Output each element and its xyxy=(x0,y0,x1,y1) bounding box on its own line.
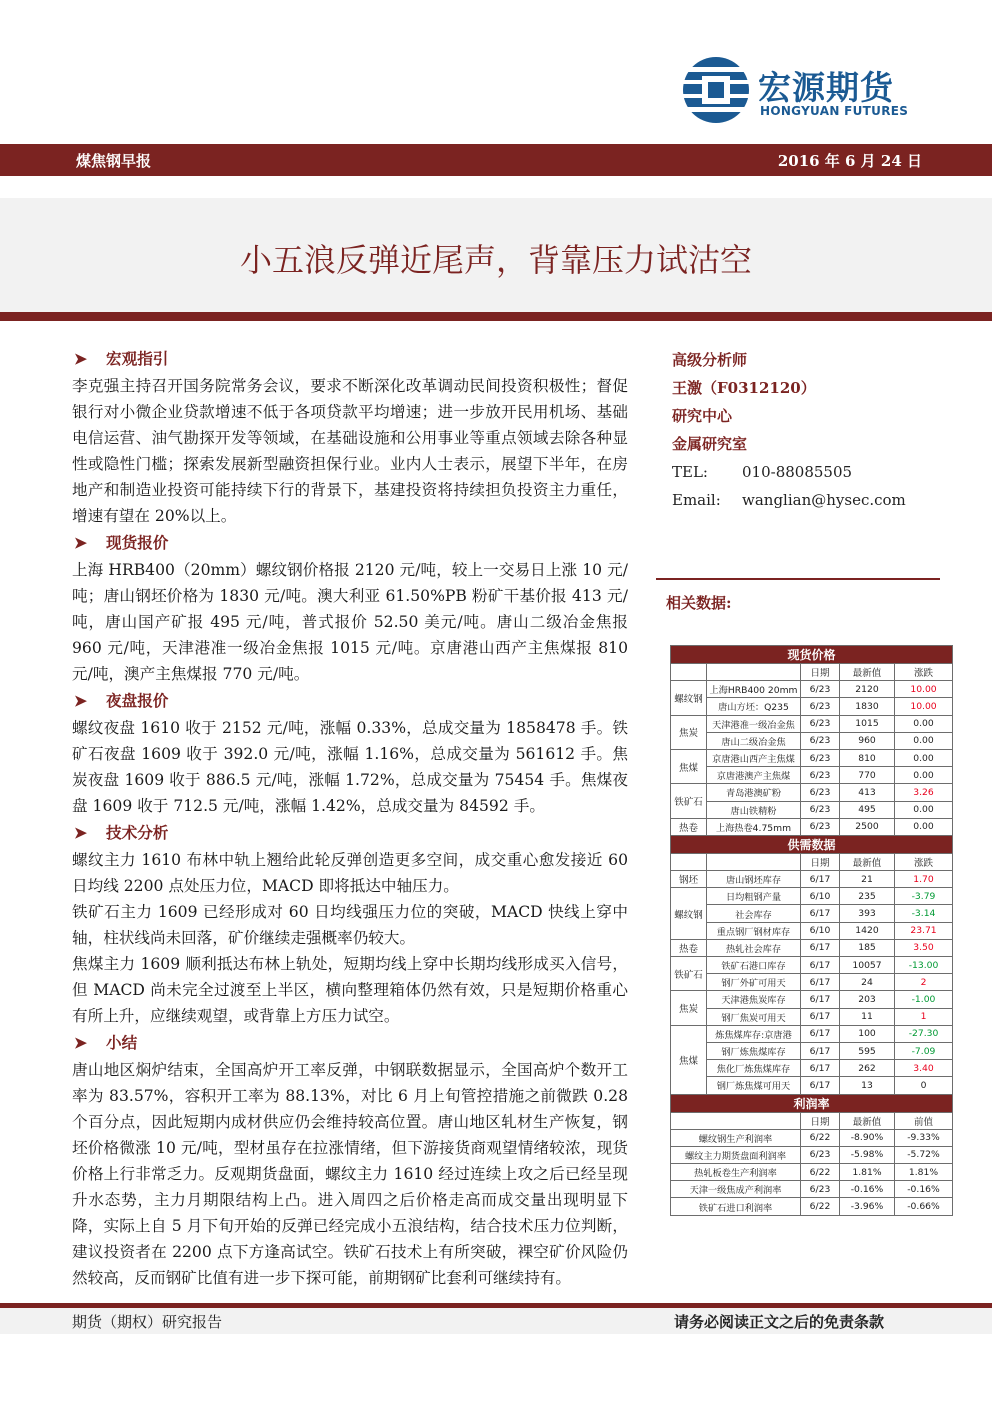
analyst-name: 王激（F0312120） xyxy=(672,379,816,397)
row-latest-value: 1.81% xyxy=(840,1164,895,1181)
row-latest-value: -0.16% xyxy=(840,1181,895,1198)
row-category: 焦煤 xyxy=(671,749,707,783)
column-header-category xyxy=(671,664,707,681)
table-row xyxy=(671,1042,953,1059)
row-latest-value: 203 xyxy=(840,991,895,1008)
row-latest-value: 100 xyxy=(840,1025,895,1042)
report-date: 2016 年 6 月 24 日 xyxy=(777,152,922,170)
row-category: 焦炭 xyxy=(671,715,707,749)
table-section-header xyxy=(671,835,953,853)
table-row xyxy=(671,1181,953,1198)
row-change: 3.50 xyxy=(895,939,953,956)
row-latest-value: 770 xyxy=(840,767,895,784)
table-row xyxy=(671,888,953,905)
row-date: 6/23 xyxy=(801,681,840,698)
row-date: 6/10 xyxy=(801,922,840,939)
row-latest-value: 393 xyxy=(840,905,895,922)
row-latest-value: 10057 xyxy=(840,957,895,974)
row-change: 10.00 xyxy=(895,681,953,698)
row-latest-value: 24 xyxy=(840,974,895,991)
section-paragraph: 焦煤主力 1609 顺利抵达布林上轨处，短期均线上穿中长期均线形成买入信号，但 MACD 尚未完全过渡至上半区，横向整理箱体仍然有效，只是短期价格重心有所上升，应继续观望，或背靠上方压力试空。 xyxy=(72,955,628,1025)
table-row xyxy=(671,939,953,956)
section-heading: ➤ 夜盘报价 xyxy=(72,687,628,715)
row-category: 铁矿石 xyxy=(671,784,707,818)
row-date: 6/23 xyxy=(801,1181,840,1198)
table-row xyxy=(671,974,953,991)
row-item-name: 京唐港山西产主焦煤 xyxy=(707,749,801,766)
table-row xyxy=(671,1077,953,1094)
table-row xyxy=(671,732,953,749)
column-header-latest: 最新值 xyxy=(840,664,895,681)
table-row xyxy=(671,715,953,732)
row-item-name: 天津港焦炭库存 xyxy=(707,991,801,1008)
table-row xyxy=(671,818,953,835)
table-row xyxy=(671,749,953,766)
row-item-name: 重点钢厂钢材库存 xyxy=(707,922,801,939)
row-item-name: 天津一级焦成产利润率 xyxy=(671,1181,801,1198)
phone-label: TEL: xyxy=(672,463,708,481)
row-change: 0.00 xyxy=(895,749,953,766)
row-item-name: 社会库存 xyxy=(707,905,801,922)
page-footer xyxy=(0,1308,992,1334)
table-row xyxy=(671,957,953,974)
row-latest-value: 1420 xyxy=(840,922,895,939)
row-latest-value: 1830 xyxy=(840,698,895,715)
row-latest-value: 2120 xyxy=(840,681,895,698)
row-item-name: 唐山铁精粉 xyxy=(707,801,801,818)
row-change: 3.26 xyxy=(895,784,953,801)
column-header-date: 日期 xyxy=(801,1112,840,1129)
row-date: 6/23 xyxy=(801,1146,840,1163)
bullet-arrow-icon: ➤ xyxy=(74,349,88,368)
row-date: 6/23 xyxy=(801,818,840,835)
row-category: 焦煤 xyxy=(671,1025,707,1094)
section-paragraph: 李克强主持召开国务院常务会议，要求不断深化改革调动民间投资积极性；督促银行对小微企业贷款增速不低于各项贷款平均增速；进一步放开民用机场、基础电信运营、油气勘探开发等领域，在基础设施和公用事业等重点领域去除各种显性或隐性门槛；探索发展新型融资担保行业。业内人士表示，展望下半年，在房地产和制造业投资可能持续下行的背景下，基建投资将持续担负投资主力重任，增速有望在 20%以上。 xyxy=(72,377,628,525)
row-latest-value: 11 xyxy=(840,1008,895,1025)
row-previous-value: -0.66% xyxy=(895,1198,953,1215)
table-section-header xyxy=(671,646,953,664)
row-change: -3.79 xyxy=(895,888,953,905)
row-date: 6/17 xyxy=(801,1060,840,1077)
table-row xyxy=(671,871,953,888)
bullet-arrow-icon: ➤ xyxy=(74,533,88,552)
row-date: 6/17 xyxy=(801,1077,840,1094)
row-change: 0 xyxy=(895,1077,953,1094)
section-heading: ➤ 小结 xyxy=(72,1029,628,1057)
analyst-role: 高级分析师 xyxy=(672,351,748,369)
row-item-name: 天津港准一级冶金焦 xyxy=(707,715,801,732)
table-row xyxy=(671,922,953,939)
row-latest-value: -3.96% xyxy=(840,1198,895,1215)
row-date: 6/22 xyxy=(801,1198,840,1215)
row-latest-value: 262 xyxy=(840,1060,895,1077)
row-date: 6/22 xyxy=(801,1164,840,1181)
market-data-table xyxy=(670,645,953,1216)
row-date: 6/23 xyxy=(801,801,840,818)
column-header-latest: 最新值 xyxy=(840,853,895,870)
row-item-name: 铁矿石进口利润率 xyxy=(671,1198,801,1215)
row-latest-value: 810 xyxy=(840,749,895,766)
table-row xyxy=(671,991,953,1008)
row-item-name: 京唐港澳产主焦煤 xyxy=(707,767,801,784)
table-row xyxy=(671,801,953,818)
row-latest-value: 21 xyxy=(840,871,895,888)
row-change: -7.09 xyxy=(895,1042,953,1059)
row-item-name: 青岛港澳矿粉 xyxy=(707,784,801,801)
email-row xyxy=(672,486,942,514)
table-row xyxy=(671,1060,953,1077)
page-title: 小五浪反弹近尾声，背靠压力试沽空 xyxy=(239,241,752,279)
bullet-arrow-icon: ➤ xyxy=(74,823,88,842)
row-item-name: 螺纹钢生产利润率 xyxy=(671,1129,801,1146)
report-type: 煤焦钢早报 xyxy=(76,152,152,170)
row-date: 6/23 xyxy=(801,715,840,732)
column-header-previous: 前值 xyxy=(895,1112,953,1129)
row-latest-value: 960 xyxy=(840,732,895,749)
row-date: 6/23 xyxy=(801,784,840,801)
row-date: 6/17 xyxy=(801,905,840,922)
section-heading: ➤ 技术分析 xyxy=(72,819,628,847)
row-latest-value: -8.90% xyxy=(840,1129,895,1146)
row-change: 0.00 xyxy=(895,715,953,732)
row-date: 6/23 xyxy=(801,698,840,715)
table-section-header xyxy=(671,1094,953,1112)
email-label: Email: xyxy=(672,491,721,509)
row-change: 3.40 xyxy=(895,1060,953,1077)
row-item-name: 上海HRB400 20mm xyxy=(707,681,801,698)
row-change: 0.00 xyxy=(895,818,953,835)
row-date: 6/17 xyxy=(801,974,840,991)
row-change: -13.00 xyxy=(895,957,953,974)
row-latest-value: 235 xyxy=(840,888,895,905)
row-item-name: 唐山方坯：Q235 xyxy=(707,698,801,715)
section-paragraph: 上海 HRB400（20mm）螺纹钢价格报 2120 元/吨，较上一交易日上涨 10 元/吨；唐山钢坯价格为 1830 元/吨。澳大利亚 61.50%PB 粉矿干基价报 413 元/吨，唐山国产矿报 495 元/吨，普式报价 52.50 美元/吨。唐山二级冶金焦报 960 元/吨，天津港准一级冶金焦报 1015 元/吨。京唐港山西产主焦煤报 810 元/吨，澳产主焦煤报 770 元/吨。 xyxy=(72,561,628,683)
sidebar-divider xyxy=(656,578,940,580)
title-divider xyxy=(0,312,992,321)
column-header-category xyxy=(671,853,707,870)
row-latest-value: 13 xyxy=(840,1077,895,1094)
table-row xyxy=(671,1164,953,1181)
table-row xyxy=(671,698,953,715)
row-latest-value: -5.98% xyxy=(840,1146,895,1163)
row-date: 6/17 xyxy=(801,939,840,956)
row-date: 6/17 xyxy=(801,1042,840,1059)
row-previous-value: -5.72% xyxy=(895,1146,953,1163)
row-date: 6/22 xyxy=(801,1129,840,1146)
row-category: 焦炭 xyxy=(671,991,707,1025)
row-latest-value: 2500 xyxy=(840,818,895,835)
row-date: 6/17 xyxy=(801,1008,840,1025)
row-change: 0.00 xyxy=(895,801,953,818)
row-item-name: 螺纹主力期货盘面利润率 xyxy=(671,1146,801,1163)
row-item-name: 炼焦煤库存:京唐港 xyxy=(707,1025,801,1042)
phone-value: 010-88085505 xyxy=(742,463,853,481)
row-previous-value: -0.16% xyxy=(895,1181,953,1198)
row-item-name: 钢厂炼焦煤可用天 xyxy=(707,1077,801,1094)
row-change: 0.00 xyxy=(895,732,953,749)
table-row xyxy=(671,1198,953,1215)
report-body xyxy=(72,345,628,1291)
row-date: 6/17 xyxy=(801,1025,840,1042)
row-change: -1.00 xyxy=(895,991,953,1008)
analyst-info xyxy=(672,346,942,514)
row-category: 铁矿石 xyxy=(671,957,707,991)
table-section-title: 利润率 xyxy=(671,1094,953,1112)
section-heading: ➤ 现货报价 xyxy=(72,529,628,557)
row-change: -3.14 xyxy=(895,905,953,922)
row-date: 6/17 xyxy=(801,957,840,974)
row-date: 6/10 xyxy=(801,888,840,905)
row-item-name: 唐山二级冶金焦 xyxy=(707,732,801,749)
research-center: 研究中心 xyxy=(672,407,733,425)
row-category: 钢坯 xyxy=(671,871,707,888)
row-latest-value: 495 xyxy=(840,801,895,818)
row-date: 6/23 xyxy=(801,749,840,766)
row-change: 1 xyxy=(895,1008,953,1025)
table-row xyxy=(671,1025,953,1042)
row-previous-value: 1.81% xyxy=(895,1164,953,1181)
table-column-header xyxy=(671,1112,953,1129)
phone-row xyxy=(672,458,942,486)
row-latest-value: 1015 xyxy=(840,715,895,732)
row-item-name: 钢厂炼焦煤库存 xyxy=(707,1042,801,1059)
section-paragraph: 螺纹夜盘 1610 收于 2152 元/吨，涨幅 0.33%，总成交量为 1858478 手。铁矿石夜盘 1609 收于 392.0 元/吨，涨幅 1.16%，总成交量为 561612 手。焦炭夜盘 1609 收于 886.5 元/吨，涨幅 1.72%，总成交量为 75454 手。焦煤夜盘 1609 收于 712.5 元/吨，涨幅 1.42%，总成交量为 84592 手。 xyxy=(72,719,629,815)
row-item-name: 钢厂焦炭可用天 xyxy=(707,1008,801,1025)
row-item-name: 热轧板卷生产利润率 xyxy=(671,1164,801,1181)
row-date: 6/23 xyxy=(801,732,840,749)
row-date: 6/23 xyxy=(801,767,840,784)
row-item-name: 热轧社会库存 xyxy=(707,939,801,956)
footer-report-category: 期货（期权）研究报告 xyxy=(72,1313,223,1331)
row-change: 10.00 xyxy=(895,698,953,715)
table-section-title: 供需数据 xyxy=(671,835,953,853)
row-category: 热卷 xyxy=(671,939,707,956)
row-latest-value: 413 xyxy=(840,784,895,801)
table-row xyxy=(671,767,953,784)
row-item-name: 焦化厂炼焦煤库存 xyxy=(707,1060,801,1077)
row-change: 23.71 xyxy=(895,922,953,939)
column-header-date: 日期 xyxy=(801,853,840,870)
table-row xyxy=(671,681,953,698)
row-item-name: 唐山钢坯库存 xyxy=(707,871,801,888)
hongyuan-logo-icon xyxy=(680,54,752,126)
table-column-header xyxy=(671,853,953,870)
row-item-name: 铁矿石港口库存 xyxy=(707,957,801,974)
column-header-item xyxy=(671,1112,801,1129)
row-category: 热卷 xyxy=(671,818,707,835)
table-row xyxy=(671,1008,953,1025)
footer-disclaimer-note: 请务必阅读正文之后的免责条款 xyxy=(673,1313,884,1331)
research-dept: 金属研究室 xyxy=(672,435,748,453)
section-paragraph: 唐山地区焖炉结束，全国高炉开工率反弹，中钢联数据显示，全国高炉个数开工率为 83.57%，容积开工率为 88.13%，对比 6 月上旬管控措施之前微跌 0.28 个百分点，因此短期内成材供应仍会维持较高位置。唐山地区轧材生产恢复，钢坯价格微涨 10 元/吨，型材虽存在拉涨情绪，但下游接货商观望情绪较浓，现货价格上行非常乏力。反观期货盘面，螺纹主力 1610 经过连续上攻之后已经呈现升水态势，主力月期限结构上凸。进入周四之后价格走高而成交量出现明显下降，实际上自 5 月下旬开始的反弹已经完成小五浪结构，结合技术压力位判断，建议投资者在 2200 点下方逢高试空。铁矿石技术上有所突破，裸空矿价风险仍然较高，反而钢矿比值有进一步下探可能，前期钢矿比套利可继续持有。 xyxy=(72,1061,628,1287)
row-change: 2 xyxy=(895,974,953,991)
row-date: 6/17 xyxy=(801,871,840,888)
row-date: 6/17 xyxy=(801,991,840,1008)
report-header-bar xyxy=(0,144,992,176)
related-data-heading: 相关数据: xyxy=(666,594,732,612)
row-item-name: 上海热卷4.75mm xyxy=(707,818,801,835)
row-item-name: 钢厂外矿可用天 xyxy=(707,974,801,991)
logo-chinese-name: 宏源期货 xyxy=(758,68,894,107)
column-header-date: 日期 xyxy=(801,664,840,681)
row-category: 螺纹钢 xyxy=(671,681,707,715)
row-previous-value: -9.33% xyxy=(895,1129,953,1146)
email-link[interactable]: wanglian@hysec.com xyxy=(742,491,906,509)
row-latest-value: 185 xyxy=(840,939,895,956)
column-header-change: 涨跌 xyxy=(895,664,953,681)
table-row xyxy=(671,1146,953,1163)
column-header-change: 涨跌 xyxy=(895,853,953,870)
column-header-latest: 最新值 xyxy=(840,1112,895,1129)
hongyuan-logo xyxy=(680,54,920,128)
bullet-arrow-icon: ➤ xyxy=(74,1033,88,1052)
row-change: 1.70 xyxy=(895,871,953,888)
logo-english-name: HONGYUAN FUTURES xyxy=(760,104,909,118)
section-paragraph: 螺纹主力 1610 布林中轨上翘给此轮反弹创造更多空间，成交重心愈发接近 60 日均线 2200 点处压力位，MACD 即将抵达中轴压力。 xyxy=(72,851,628,895)
table-row xyxy=(671,905,953,922)
row-latest-value: 595 xyxy=(840,1042,895,1059)
table-column-header xyxy=(671,664,953,681)
table-row xyxy=(671,784,953,801)
table-row xyxy=(671,1129,953,1146)
row-change: 0.00 xyxy=(895,767,953,784)
column-header-item xyxy=(707,664,801,681)
row-category: 螺纹钢 xyxy=(671,888,707,940)
row-item-name: 日均粗钢产量 xyxy=(707,888,801,905)
bullet-arrow-icon: ➤ xyxy=(74,691,88,710)
row-change: -27.30 xyxy=(895,1025,953,1042)
section-paragraph: 铁矿石主力 1609 已经形成对 60 日均线强压力位的突破，MACD 快线上穿中轴，柱状线尚未回落，矿价继续走强概率仍较大。 xyxy=(72,903,628,947)
column-header-item xyxy=(707,853,801,870)
section-heading: ➤ 宏观指引 xyxy=(72,345,628,373)
table-section-title: 现货价格 xyxy=(671,646,953,664)
